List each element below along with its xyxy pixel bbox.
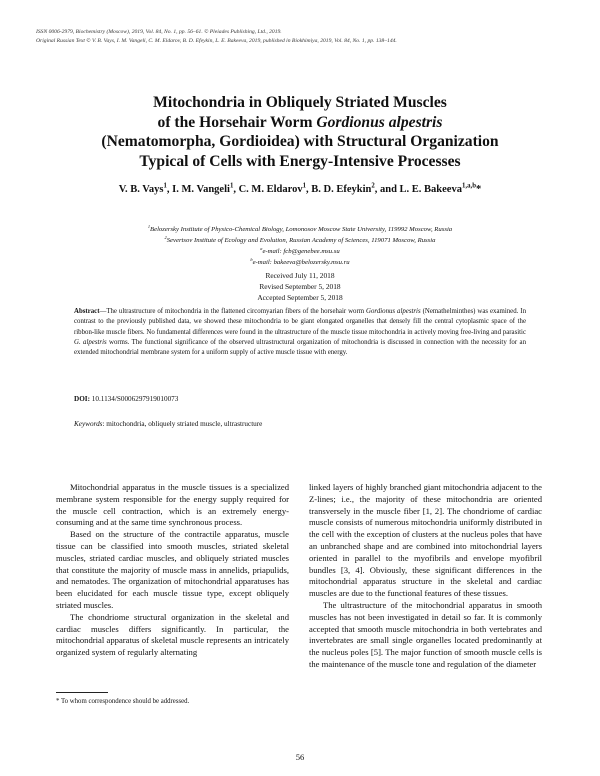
abstract-species-1: Gordionus alpestris bbox=[366, 308, 421, 315]
body-paragraph: The chondriome structural organization in the skeletal and cardiac muscles differs significantly. In particular, the mitochondrial apparatus of skeletal muscle represents an intricately organized system of regularly alternating bbox=[56, 611, 289, 658]
abstract-species-2: G. alpestris bbox=[74, 338, 107, 346]
abstract-text-3: worms. The functional significance of the observed ultrastructural organization of mitochondria is discussed in connection with the necessity for an extended mitochondrial membrane system for a uniform supply of active muscle tissue with energy. bbox=[74, 338, 526, 357]
body-column-left bbox=[56, 482, 289, 659]
author-name: I. M. Vangeli bbox=[172, 184, 230, 195]
affiliations bbox=[40, 224, 560, 268]
email bbox=[40, 246, 560, 257]
footnote: * To whom correspondence should be addressed. bbox=[56, 698, 190, 705]
footnote-rule bbox=[56, 692, 108, 693]
author bbox=[172, 184, 238, 195]
article-dates bbox=[40, 270, 560, 303]
revised-date: Revised September 5, 2018 bbox=[259, 282, 341, 291]
abstract bbox=[74, 307, 526, 358]
affiliation-mark: 1 bbox=[147, 223, 151, 229]
title-species-name: Gordionus alpestris bbox=[316, 113, 443, 131]
author-separator: , bbox=[305, 184, 312, 195]
author bbox=[311, 184, 399, 195]
title-line-4: Typical of Cells with Energy-Intensive Processes bbox=[139, 152, 461, 170]
abstract-text-2: (Nemathelminthes) was examined. In contrast to the previously published data, we showed these mitochondria to be giant elongated organelles that densely fill the central cytoplasmic space of the ribbon-like muscle fibers. No fundamental differences were found in the ultrastructure of the muscle tissue mitochondria in actively moving free-living and parasitic bbox=[74, 308, 526, 336]
body-paragraph: linked layers of highly branched giant mitochondria adjacent to the Z-lines; i.e., the majority of these mitochondria are oriented transversely in the muscle fiber [1, 2]. The chondriome of cardiac muscle consists of numerous mitochondria uniformly distributed in the cell with the exception of clusters at the nucleus poles that have an unbranched shape and are combined into mitochondrial layers oriented in parallel to the myofibrils and envelope myofibril bundles [3, 4]. Obviously, these significant differences in the mitochondrial apparatus structure in the skeletal and cardiac muscles are due to the functional features of these tissues. bbox=[309, 482, 542, 599]
body-column-right bbox=[309, 482, 542, 671]
original-text-line: Original Russian Text © V. B. Vays, I. M. Vangeli, C. M. Eldarov, B. D. Efeykin, L. E. Bakeeva, 2019, published in Biokhimiya, 2019, Vol. 84, No. 1, pp. 138–144. bbox=[36, 37, 397, 44]
author-affiliation-mark: 1 bbox=[302, 182, 306, 190]
email bbox=[40, 257, 560, 268]
affiliation-mark: 2 bbox=[164, 234, 167, 240]
keywords-label: Keywords bbox=[74, 420, 103, 428]
received-date: Received July 11, 2018 bbox=[265, 271, 335, 280]
accepted-date: Accepted September 5, 2018 bbox=[257, 293, 343, 302]
abstract-text-1: —The ultrastructure of mitochondria in the flattened circomyarian fibers of the horsehair worm bbox=[99, 308, 367, 315]
abstract-label: Abstract bbox=[74, 308, 100, 315]
author bbox=[119, 184, 172, 195]
title-line-2-text: of the Horsehair Worm bbox=[157, 113, 317, 131]
doi-value[interactable]: 10.1134/S0006297919010073 bbox=[91, 395, 179, 403]
author-separator: , bbox=[166, 184, 173, 195]
affiliation bbox=[40, 235, 560, 246]
title-line-2 bbox=[40, 113, 560, 133]
author bbox=[239, 184, 312, 195]
email-mark: a bbox=[260, 245, 263, 251]
author-list bbox=[40, 184, 560, 195]
journal-citation-line: ISSN 0006-2979, Biochemistry (Moscow), 2019, Vol. 84, No. 1, pp. 56–61. © Pleiades Publishing, Ltd., 2019. bbox=[36, 29, 282, 35]
page-number: 56 bbox=[295, 752, 305, 762]
author-separator: * bbox=[475, 184, 482, 195]
affiliation-text: Belozersky Institute of Physico-Chemical Biology, Lomonosov Moscow State University, 119992 Moscow, Russia bbox=[150, 226, 453, 233]
doi-label: DOI: bbox=[74, 395, 90, 403]
author-affiliation-mark: 1 bbox=[163, 182, 167, 190]
article-title bbox=[40, 93, 560, 171]
author-separator: , and bbox=[374, 184, 400, 195]
author-name: L. E. Bakeeva bbox=[399, 184, 462, 195]
body-paragraph: Based on the structure of the contractile apparatus, muscle tissue can be classified into smooth muscles, striated skeletal muscles, striated cardiac muscles, and obliquely striated muscles that constitute the majority of muscle mass in annelids, priapulids, and nematodes. The organization of mitochondrial apparatuses has been elucidated for each muscle tissue type, except obliquely striated muscles. bbox=[56, 529, 289, 610]
title-line-1: Mitochondria in Obliquely Striated Muscles bbox=[153, 94, 447, 111]
email-mark: b bbox=[250, 256, 253, 262]
email-text: e-mail: fcb@genebee.msu.su bbox=[262, 248, 340, 255]
author-name: B. D. Efeykin bbox=[311, 184, 372, 195]
doi bbox=[74, 395, 178, 403]
affiliation bbox=[40, 224, 560, 235]
journal-header bbox=[36, 28, 566, 45]
author-name: C. M. Eldarov bbox=[238, 184, 303, 195]
author bbox=[400, 184, 482, 195]
author-separator: , bbox=[233, 184, 239, 195]
body-paragraph: Mitochondrial apparatus in the muscle tissues is a specialized membrane system responsible for the energy supply required for the muscle cell contraction, which is an extremely energy-consuming and at the same time synchronous process. bbox=[56, 482, 289, 528]
author-affiliation-mark: 1,a,b bbox=[461, 182, 476, 190]
email-text: e-mail: bakeeva@belozersky.msu.ru bbox=[252, 259, 350, 266]
author-affiliation-mark: 1 bbox=[229, 182, 234, 190]
author-name: V. B. Vays bbox=[118, 184, 164, 195]
keywords bbox=[74, 420, 262, 428]
body-paragraph: The ultrastructure of the mitochondrial apparatus in smooth muscles has not been investigated in detail so far. It is commonly accepted that smooth muscle mitochondria in both vertebrates and invertebrates are small single organelles located predominantly at the nucleus poles [5]. The major function of smooth muscle cells is the maintenance of the muscle tone and regulation of the diameter bbox=[309, 599, 542, 669]
author-affiliation-mark: 2 bbox=[371, 182, 375, 190]
title-line-3: (Nematomorpha, Gordioidea) with Structural Organization bbox=[101, 133, 499, 150]
affiliation-text: Severtsov Institute of Ecology and Evolution, Russian Academy of Sciences, 119071 Moscow, Russia bbox=[166, 237, 436, 244]
keywords-value: : mitochondria, obliquely striated muscle, ultrastructure bbox=[102, 420, 263, 428]
